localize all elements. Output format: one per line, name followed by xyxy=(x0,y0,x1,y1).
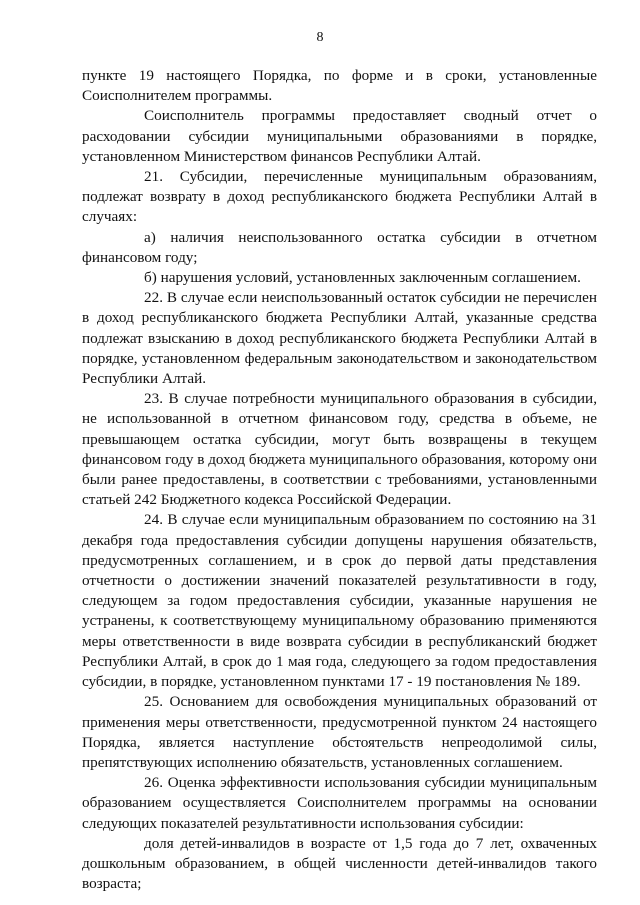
paragraph-21-a: а) наличия неиспользованного остатка субсидии в отчетном финансовом году; xyxy=(82,228,597,266)
paragraph-22: 22. В случае если неиспользованный остаток субсидии не перечислен в доход республиканского бюджета Республики Алтай, указанные средства подлежат взысканию в доход республиканского бюджета Республики Алтай в порядке, установленном федеральным законодательством и законодательством Республики Алтай. xyxy=(82,289,597,388)
paragraph-23: 23. В случае потребности муниципального образования в субсидии, не использованной в отчетном финансовом году, средства в объеме, не превышающем остатка субсидии, могут быть возвращены в текущем финансовом году в доход бюджета муниципального образования, которому они были ранее предоставлены, в соответствии с требованиями, установленными статьей 242 Бюджетного кодекса Российской Федерации. xyxy=(82,390,597,509)
paragraph-21-b: б) нарушения условий, установленных заключенным соглашением. xyxy=(144,269,581,287)
paragraph-report: Соисполнитель программы предоставляет сводный отчет о расходовании субсидии муниципальными образованиями в порядке, установленном Министерством финансов Республики Алтай. xyxy=(82,107,597,165)
paragraph-21: 21. Субсидии, перечисленные муниципальным образованиям, подлежат возврату в доход республиканского бюджета Республики Алтай в случаях: xyxy=(82,168,597,226)
document-body xyxy=(82,66,597,894)
paragraph-26: 26. Оценка эффективности использования субсидии муниципальным образованием осуществляется Соисполнителем программы на основании следующих показателей результативности использования субсидии: xyxy=(82,774,597,832)
paragraph-25: 25. Основанием для освобождения муниципальных образований от применения меры ответственности, предусмотренной пунктом 24 настоящего Порядка, является наступление обстоятельств непреодолимой силы, препятствующих исполнению обязательств, установленных соглашением. xyxy=(82,693,597,771)
page-number: 8 xyxy=(316,30,324,45)
paragraph-continuation: пункте 19 настоящего Порядка, по форме и в сроки, установленные Соисполнителем программы. xyxy=(82,67,597,105)
paragraph-24: 24. В случае если муниципальным образованием по состоянию на 31 декабря года предоставления субсидии допущены нарушения обязательств, предусмотренных соглашением, и в срок до первой даты представления отчетности о достижении значений показателей результативности в году, следующем за годом предоставления субсидии, указанные нарушения не устранены, к соответствующему муниципальному образованию применяются меры ответственности в виде возврата субсидии в республиканский бюджет Республики Алтай, в срок до 1 мая года, следующего за годом предоставления субсидии, в порядке, установленном пунктами 17 - 19 постановления № 189. xyxy=(82,511,597,691)
paragraph-indicator: доля детей-инвалидов в возрасте от 1,5 года до 7 лет, охваченных дошкольным образованием, в общей численности детей-инвалидов такого возраста; xyxy=(82,834,597,893)
